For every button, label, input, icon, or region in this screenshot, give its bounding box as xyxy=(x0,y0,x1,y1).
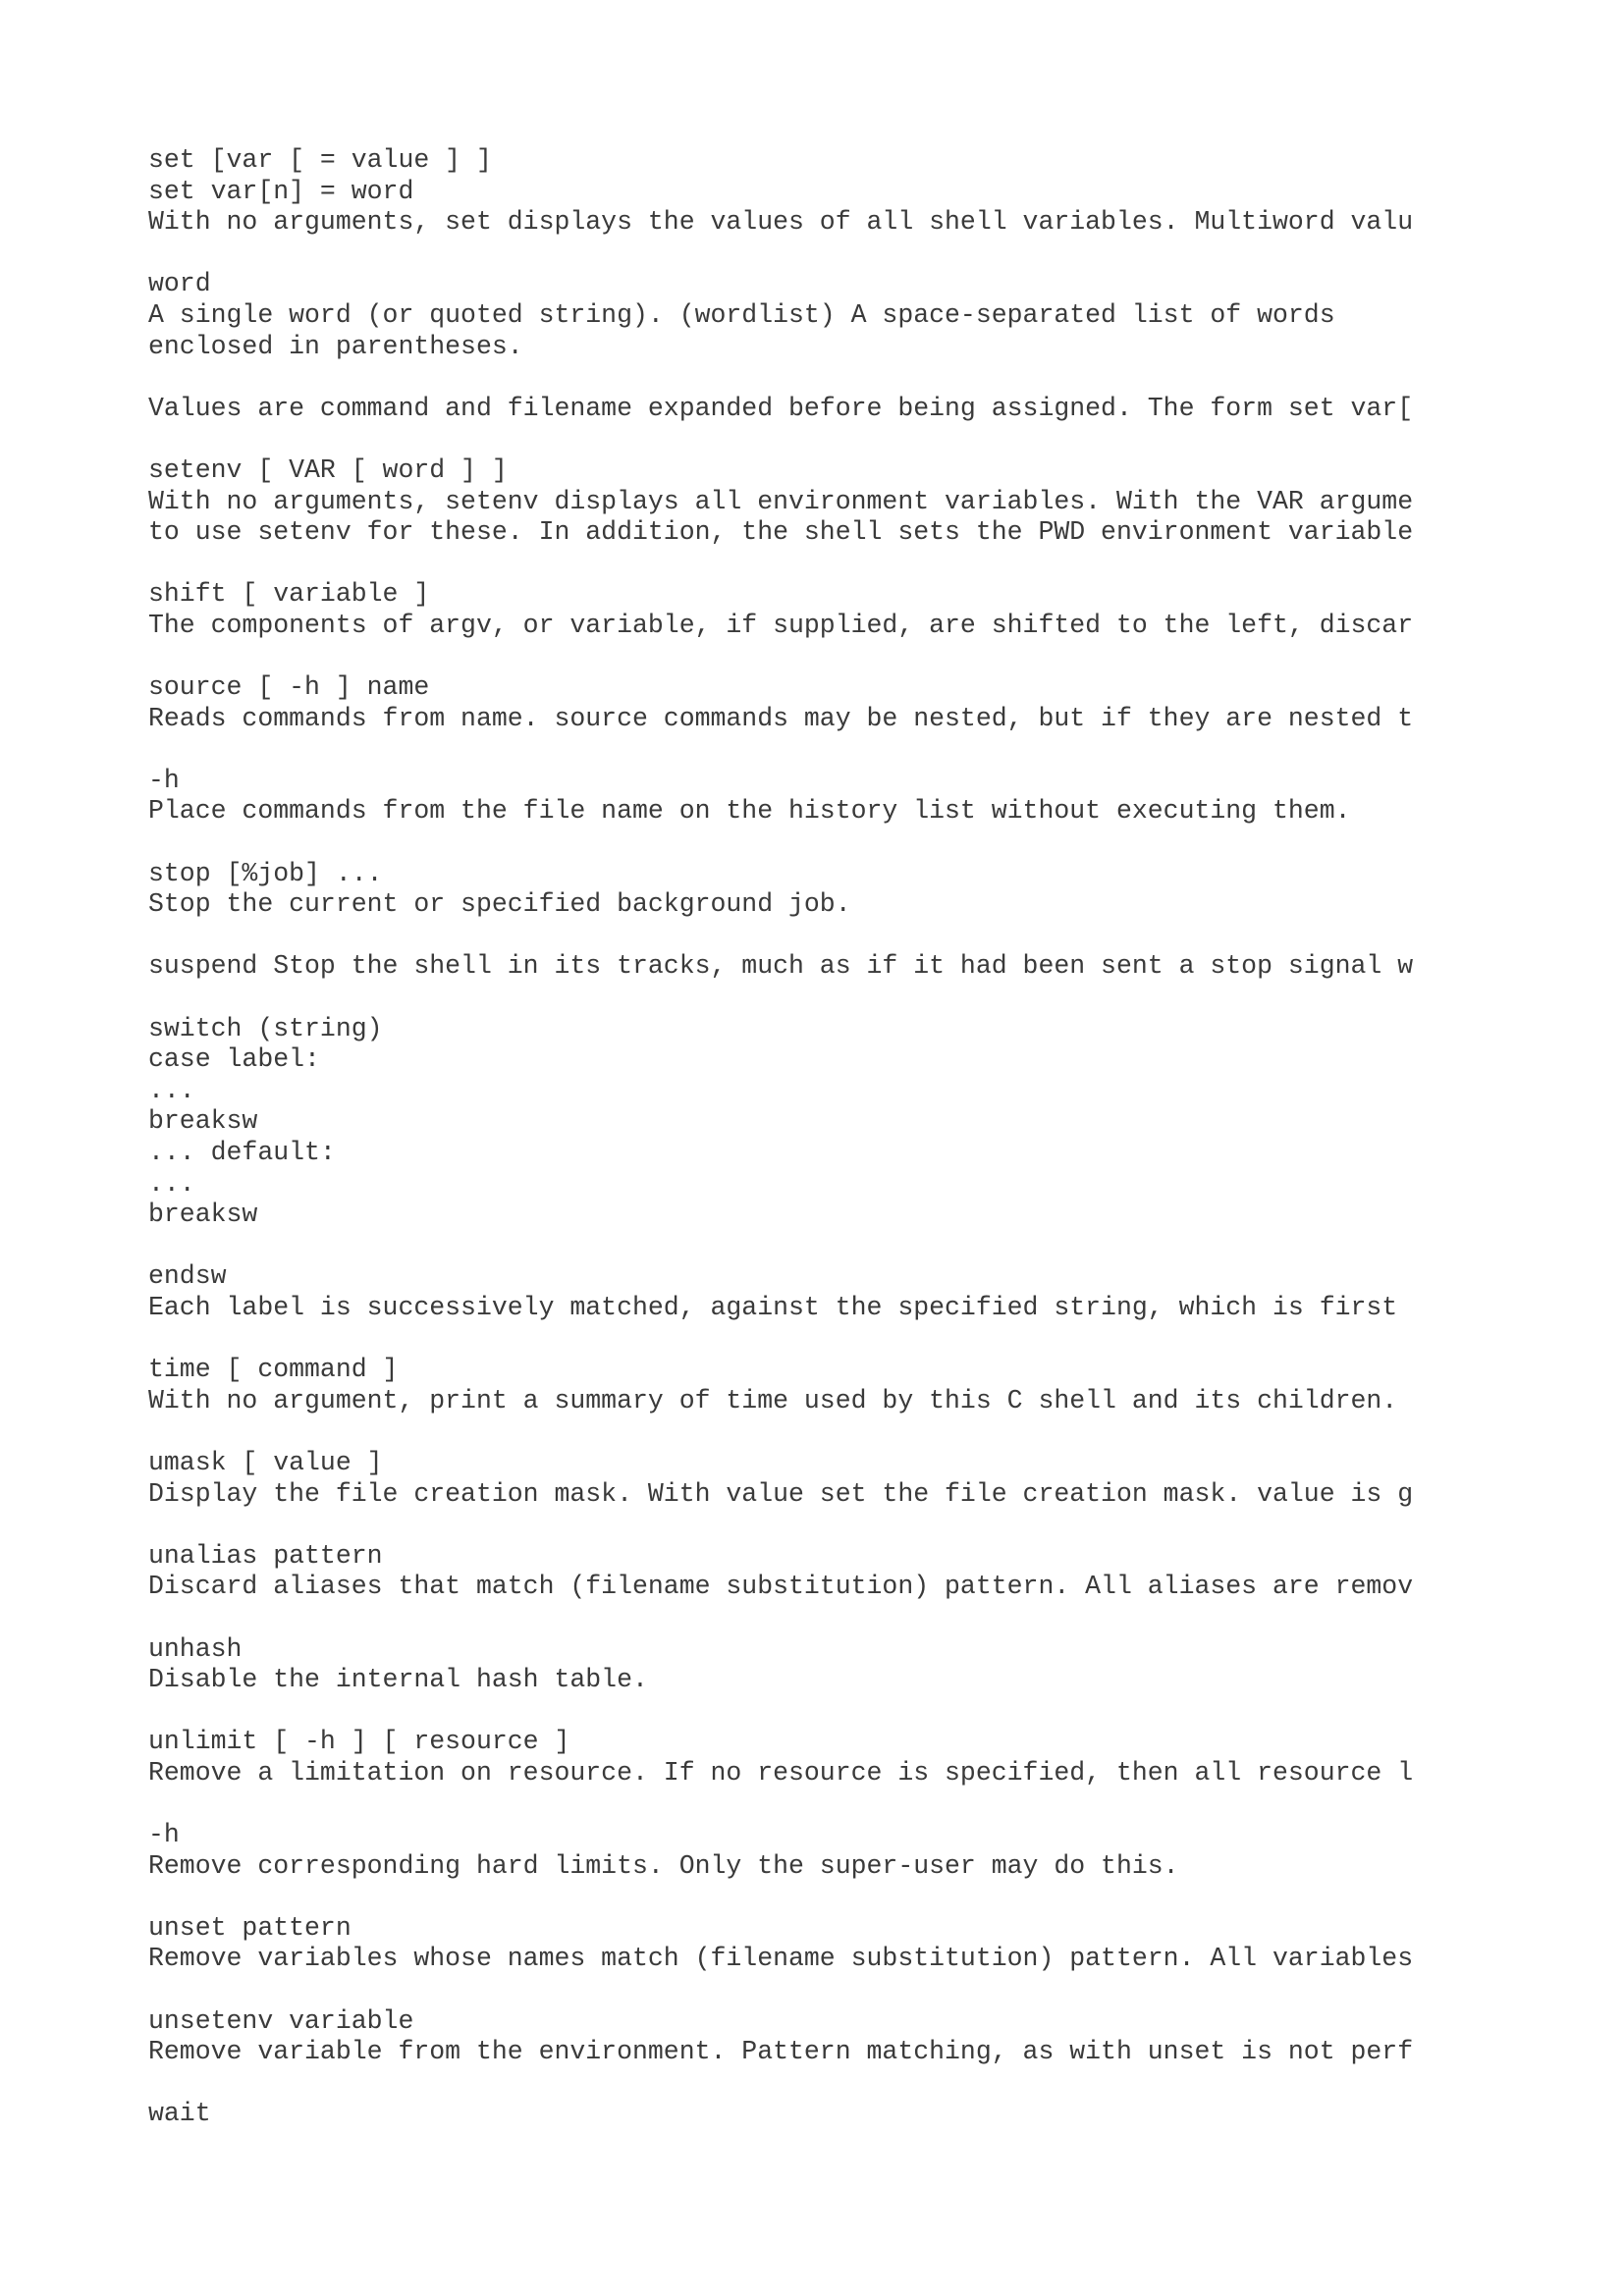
blank-line xyxy=(148,1882,1484,1913)
blank-line xyxy=(148,424,1484,455)
text-line: Reads commands from name. source commands may be nested, but if they are nested t xyxy=(148,703,1414,733)
text-line: Remove corresponding hard limits. Only the super-user may do this. xyxy=(148,1850,1179,1881)
text-line: unlimit [ -h ] [ resource ] xyxy=(148,1727,570,1757)
text-line: Remove a limitation on resource. If no resource is specified, then all resource l xyxy=(148,1757,1414,1788)
text-line: wait xyxy=(148,2099,211,2129)
text-line: endsw xyxy=(148,1261,227,1292)
blank-line xyxy=(148,549,1484,580)
text-line: umask [ value ] xyxy=(148,1447,383,1477)
text-line: With no arguments, set displays the values of all shell variables. Multiword valu xyxy=(148,207,1414,238)
text-line: -h xyxy=(148,765,180,795)
text-line: stop [%job] ... xyxy=(148,858,383,888)
text-line: word xyxy=(148,269,211,299)
text-line: A single word (or quoted string). (wordlist) A space-separated list of words xyxy=(148,299,1335,330)
blank-line xyxy=(148,1324,1484,1356)
text-line: unalias pattern xyxy=(148,1540,383,1571)
text-line: With no arguments, setenv displays all environment variables. With the VAR argume xyxy=(148,486,1414,516)
blank-line xyxy=(148,239,1484,270)
text-line: Remove variables whose names match (filename substitution) pattern. All variables xyxy=(148,1944,1414,1974)
blank-line xyxy=(148,921,1484,952)
text-line: With no argument, print a summary of time used by this C shell and its children. xyxy=(148,1385,1398,1415)
blank-line xyxy=(148,828,1484,859)
text-line: suspend Stop the shell in its tracks, much as if it had been sent a stop signal w xyxy=(148,951,1414,982)
blank-line xyxy=(148,642,1484,673)
text-line: set var[n] = word xyxy=(148,176,414,206)
text-line: ... default: xyxy=(148,1138,336,1167)
text-line: Disable the internal hash table. xyxy=(148,1665,648,1695)
text-line: ... xyxy=(148,1168,195,1199)
text-line: Place commands from the file name on the history list without executing them. xyxy=(148,796,1351,827)
text-line: unhash xyxy=(148,1633,243,1664)
blank-line xyxy=(148,1416,1484,1448)
document-text xyxy=(148,145,1484,2130)
text-line: unset pattern xyxy=(148,1912,352,1943)
text-line: breaksw xyxy=(148,1200,258,1230)
blank-line xyxy=(148,983,1484,1014)
text-line: unsetenv variable xyxy=(148,2005,414,2036)
text-line: -h xyxy=(148,1820,180,1850)
text-line: Display the file creation mask. With value set the file creation mask. value is g xyxy=(148,1478,1414,1509)
text-line: ... xyxy=(148,1075,195,1105)
text-line: to use setenv for these. In addition, the shell sets the PWD environment variable xyxy=(148,517,1414,548)
text-line: breaksw xyxy=(148,1106,258,1137)
text-line: The components of argv, or variable, if supplied, are shifted to the left, discar xyxy=(148,610,1414,640)
blank-line xyxy=(148,2068,1484,2100)
blank-line xyxy=(148,1789,1484,1820)
document-page xyxy=(148,145,1484,2167)
text-line: Each label is successively matched, against the specified string, which is first xyxy=(148,1292,1398,1322)
blank-line xyxy=(148,1696,1484,1728)
text-line: setenv [ VAR [ word ] ] xyxy=(148,454,508,485)
text-line: enclosed in parentheses. xyxy=(148,331,523,361)
text-line: shift [ variable ] xyxy=(148,579,430,610)
text-line: source [ -h ] name xyxy=(148,672,430,703)
blank-line xyxy=(148,734,1484,766)
text-line: switch (string) xyxy=(148,1013,383,1043)
text-line: Values are command and filename expanded before being assigned. The form set var[ xyxy=(148,393,1414,423)
text-line: Discard aliases that match (filename substitution) pattern. All aliases are remov xyxy=(148,1572,1414,1602)
text-line: time [ command ] xyxy=(148,1355,399,1385)
blank-line xyxy=(148,362,1484,394)
text-line: Stop the current or specified background job. xyxy=(148,889,851,920)
blank-line xyxy=(148,1231,1484,1262)
text-line: case label: xyxy=(148,1044,320,1075)
blank-line xyxy=(148,1603,1484,1634)
text-line: set [var [ = value ] ] xyxy=(148,145,492,175)
text-line: Remove variable from the environment. Pattern matching, as with unset is not perf xyxy=(148,2037,1414,2067)
blank-line xyxy=(148,1975,1484,2006)
blank-line xyxy=(148,1510,1484,1541)
